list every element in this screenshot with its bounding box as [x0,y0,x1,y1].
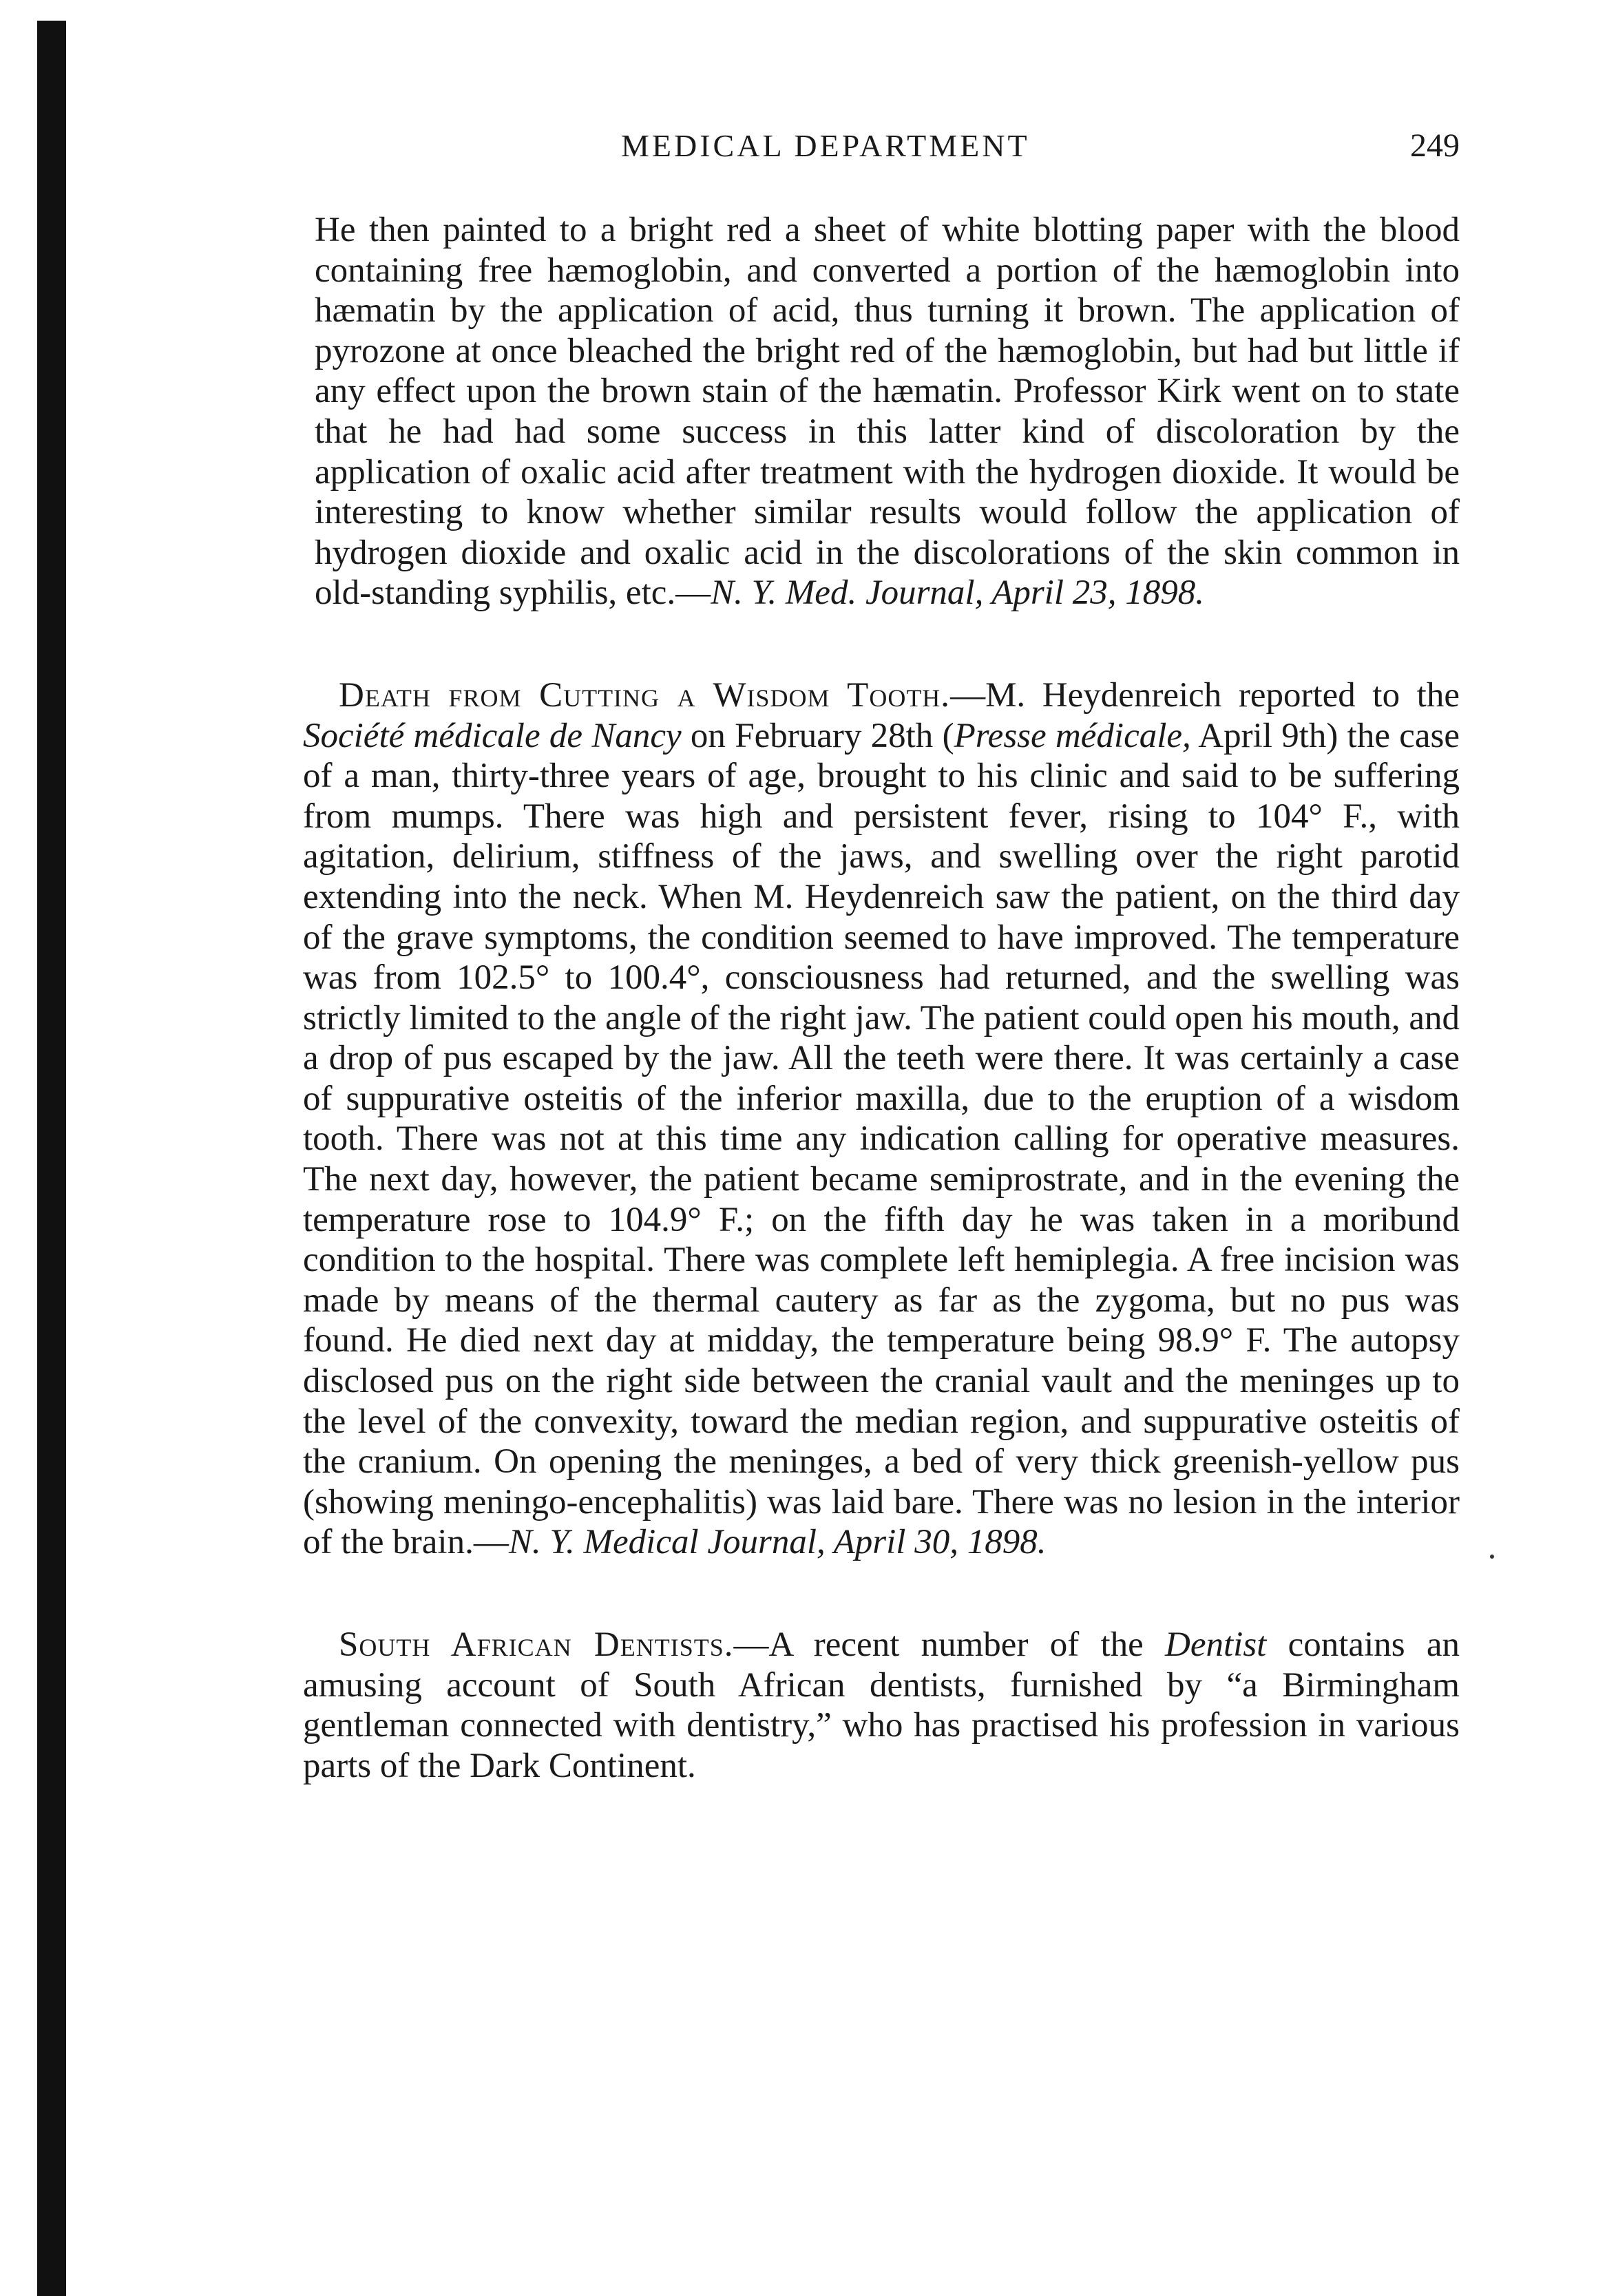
journal-name: Dentist [1165,1625,1267,1664]
article-text: —M. Heydenreich reported to the [950,675,1460,715]
print-speck [1490,1555,1494,1559]
article-text: April 9th) the case of a man, thirty-three years of age, brought to his clinic and said to be suffering from mumps. There was high and persistent fever, rising to 104° F., with agitation, delirium, stiffness of the jaws, and swelling over the right parotid extending into the neck. When M. Heydenreich saw the patient, on the third day of the grave symptoms, the condition seemed to have improved. The temperature was from 102.5° to 100.4°, consciousness had returned, and the swelling was strictly limited to the angle of the right jaw. The patient could open his mouth, and a drop of pus escaped by the jaw. All the teeth were there. It was certainly a case of suppurative osteitis of the inferior maxilla, due to the eruption of a wisdom tooth. There was not at this time any indication calling for operative measures. The next day, however, the patient became semiprostrate, and in the evening the temperature rose to 104.9° F.; on the fifth day he was taken in a moribund condition to the hospital. There was complete left hemiplegia. A free incision was made by means of the thermal cautery as far as the zygoma, but no pus was found. He died next day at midday, the temperature being 98.9° F. The autopsy disclosed pus on the right side between the cranial vault and the meninges up to the level of the convexity, toward the median region, and suppurative osteitis of the cranium. On opening the meninges, a bed of very thick greenish-yellow pus (showing meningo-encephalitis) was laid bare. There was no lesion in the interior of the brain.— [303,716,1460,1562]
running-title: MEDICAL DEPARTMENT [621,128,1030,163]
paragraph-text: He then painted to a bright red a sheet of white blotting paper with the blood containing free hæmoglobin, and converted a portion of the hæmoglobin into hæmatin by the application of acid, thus turning it brown. The application of pyrozone at once bleached the bright red of the hæmoglobin, but had but little if any effect upon the brown stain of the hæmatin. Professor Kirk went on to state that he had had some success in this latter kind of discoloration by the application of oxalic acid after treatment with the hydrogen dioxide. It would be interesting to know whether similar results would follow the application of hydrogen dioxide and oxalic acid in the discolorations of the skin common in old-standing syphilis, etc.— [315,211,1460,613]
citation: N. Y. Med. Journal, April 23, 1898. [711,573,1205,613]
article-heading: Death from Cutting a Wisdom Tooth. [339,675,951,715]
page-number: 249 [1410,127,1460,164]
article-text: on February 28th ( [681,716,954,755]
article-heading: South African Dentists. [339,1625,734,1664]
citation: N. Y. Medical Journal, April 30, 1898. [508,1523,1047,1562]
section-gap [303,1563,1460,1625]
journal-name: Société médicale de Nancy [303,716,682,755]
article-text: contains an amusing account of South African dentists, furnished by “a Birmingham gentleman connected with dentistry,” who has practised his profession in various parts of the Dark Continent. [303,1625,1460,1785]
running-head [303,125,1460,180]
section-gap [303,613,1460,675]
article-death-from-wisdom-tooth [303,675,1460,1563]
journal-name: Presse médicale, [954,716,1191,755]
text-column [303,210,1460,1786]
article-text: —A recent number of the [733,1625,1166,1664]
article-south-african-dentists [303,1625,1460,1786]
page-binding-edge [37,21,66,2296]
paragraph-pyrozone-continued [315,210,1460,613]
